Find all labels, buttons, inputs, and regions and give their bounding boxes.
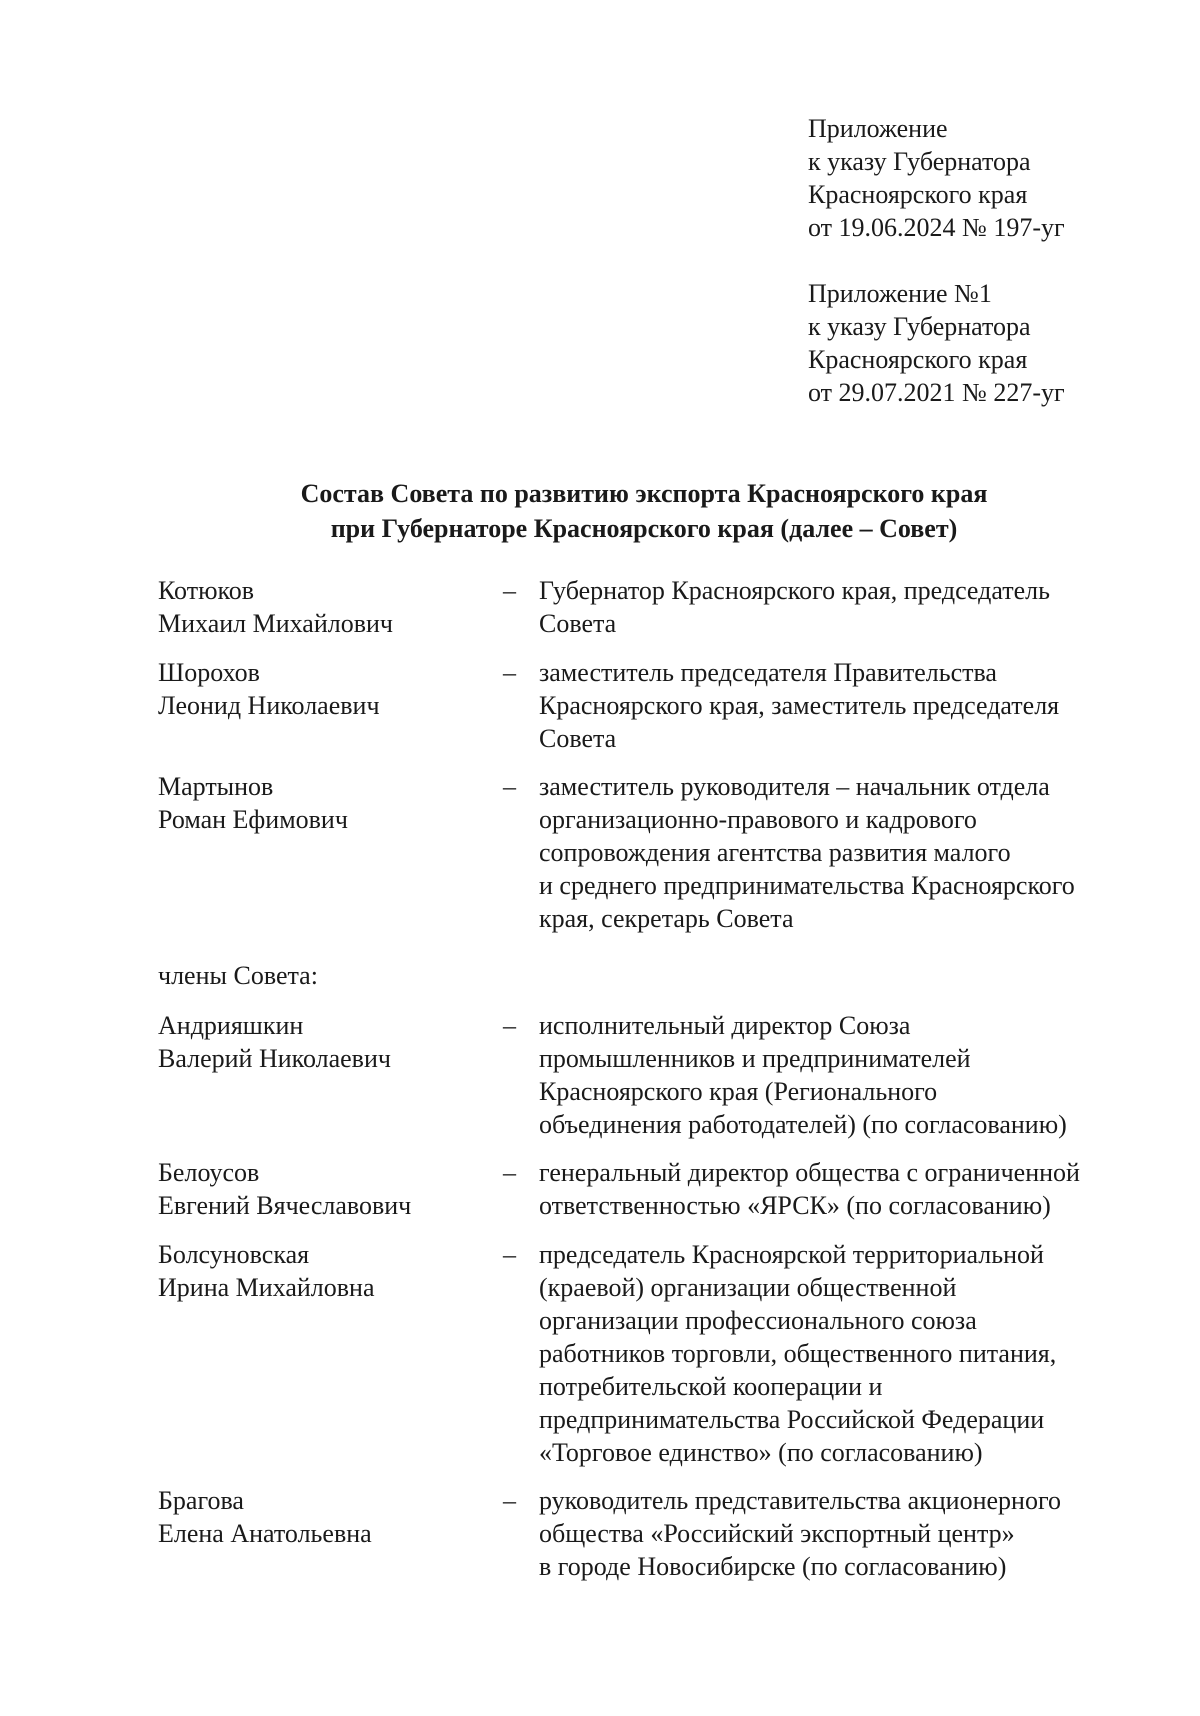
members-section-label: члены Совета: — [158, 961, 318, 990]
appendix-line: от 19.06.2024 № 197-уг — [808, 213, 1065, 242]
dash-separator: – — [503, 1158, 516, 1187]
role-line: организационно-правового и кадрового — [539, 805, 977, 834]
member-name — [158, 656, 488, 722]
appendix-line: к указу Губернатора — [808, 147, 1031, 176]
role-line: ответственностью «ЯРСК» (по согласованию) — [539, 1191, 1051, 1220]
role-line: председатель Красноярской территориальной — [539, 1240, 1044, 1269]
role-line: края, секретарь Совета — [539, 904, 794, 933]
member-name — [158, 1238, 488, 1304]
dash-separator: – — [503, 1011, 516, 1040]
role-line: Красноярского края, заместитель председателя — [539, 691, 1060, 720]
role-line: исполнительный директор Союза — [539, 1011, 911, 1040]
appendix-header-current — [808, 112, 1065, 244]
member-role — [539, 1009, 1139, 1141]
appendix-line: Красноярского края — [808, 180, 1028, 209]
appendix-line: Красноярского края — [808, 345, 1028, 374]
role-line: в городе Новосибирске (по согласованию) — [539, 1552, 1007, 1581]
given-names: Валерий Николаевич — [158, 1044, 391, 1073]
member-role — [539, 1238, 1139, 1469]
given-names: Михаил Михайлович — [158, 609, 394, 638]
appendix-header-previous — [808, 277, 1065, 409]
role-line: предпринимательства Российской Федерации — [539, 1405, 1045, 1434]
role-line: Красноярского края (Регионального — [539, 1077, 938, 1106]
appendix-line: Приложение №1 — [808, 279, 992, 308]
role-line: Совета — [539, 724, 617, 753]
member-role — [539, 574, 1139, 640]
surname: Андрияшкин — [158, 1011, 304, 1040]
surname: Мартынов — [158, 772, 274, 801]
role-line: объединения работодателей) (по согласованию) — [539, 1110, 1067, 1139]
dash-separator: – — [503, 576, 516, 605]
surname: Шорохов — [158, 658, 260, 687]
given-names: Елена Анатольевна — [158, 1519, 372, 1548]
surname: Брагова — [158, 1486, 244, 1515]
member-name — [158, 574, 488, 640]
role-line: руководитель представительства акционерного — [539, 1486, 1061, 1515]
member-role — [539, 1156, 1139, 1222]
surname: Белоусов — [158, 1158, 260, 1187]
role-line: промышленников и предпринимателей — [539, 1044, 971, 1073]
given-names: Ирина Михайловна — [158, 1273, 375, 1302]
appendix-line: от 29.07.2021 № 227-уг — [808, 378, 1065, 407]
surname: Болсуновская — [158, 1240, 310, 1269]
member-name — [158, 770, 488, 836]
role-line: заместитель руководителя – начальник отдела — [539, 772, 1050, 801]
role-line: (краевой) организации общественной — [539, 1273, 957, 1302]
role-line: «Торговое единство» (по согласованию) — [539, 1438, 983, 1467]
role-line: Совета — [539, 609, 617, 638]
dash-separator: – — [503, 1240, 516, 1269]
member-role — [539, 770, 1139, 935]
document-title — [0, 476, 1200, 546]
given-names: Евгений Вячеславович — [158, 1191, 412, 1220]
dash-separator: – — [503, 658, 516, 687]
dash-separator: – — [503, 1486, 516, 1515]
role-line: общества «Российский экспортный центр» — [539, 1519, 1015, 1548]
appendix-line: к указу Губернатора — [808, 312, 1031, 341]
title-line: Состав Совета по развитию экспорта Красноярского края — [300, 479, 988, 508]
given-names: Леонид Николаевич — [158, 691, 380, 720]
role-line: и среднего предпринимательства Красноярского — [539, 871, 1075, 900]
role-line: сопровождения агентства развития малого — [539, 838, 1011, 867]
role-line: потребительской кооперации и — [539, 1372, 883, 1401]
member-name — [158, 1009, 488, 1075]
role-line: генеральный директор общества с ограниченной — [539, 1158, 1080, 1187]
member-name — [158, 1484, 488, 1550]
surname: Котюков — [158, 576, 255, 605]
appendix-line: Приложение — [808, 114, 948, 143]
member-role — [539, 656, 1139, 755]
member-name — [158, 1156, 488, 1222]
role-line: организации профессионального союза — [539, 1306, 977, 1335]
member-role — [539, 1484, 1139, 1583]
title-line: при Губернаторе Красноярского края (далее – Совет) — [330, 514, 958, 543]
role-line: Губернатор Красноярского края, председатель — [539, 576, 1050, 605]
given-names: Роман Ефимович — [158, 805, 348, 834]
role-line: заместитель председателя Правительства — [539, 658, 997, 687]
role-line: работников торговли, общественного питания, — [539, 1339, 1057, 1368]
dash-separator: – — [503, 772, 516, 801]
